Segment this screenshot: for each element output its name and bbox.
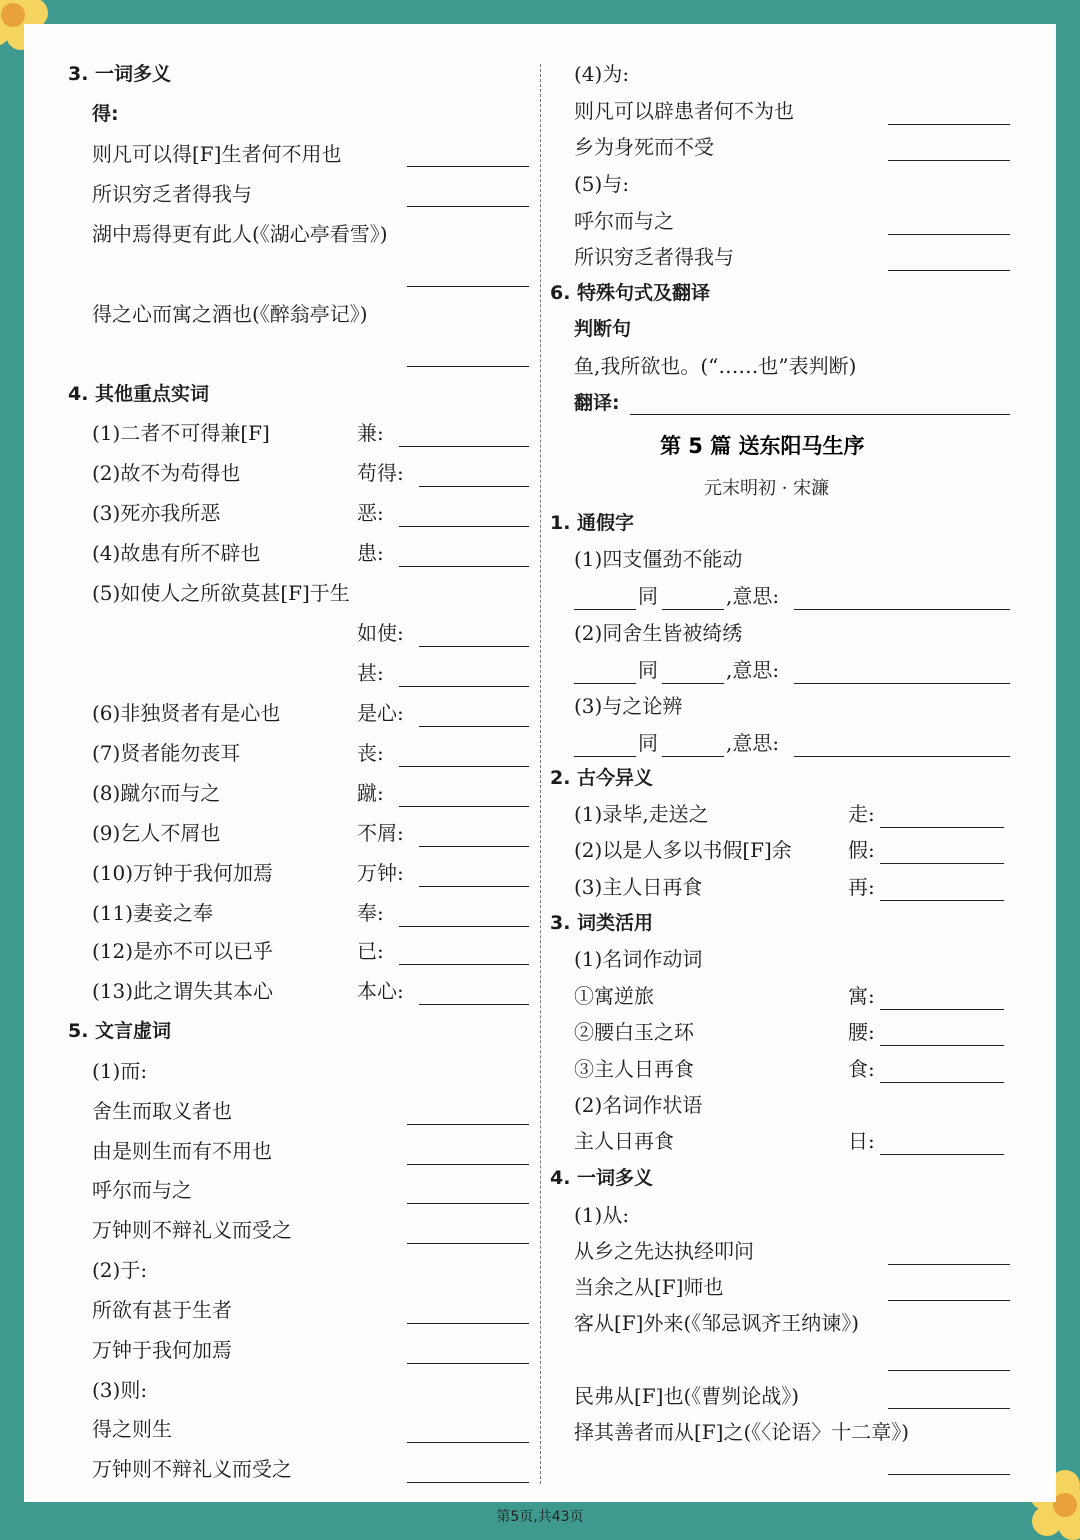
vocab-sentence: (9)乞人不屑也 [92, 821, 221, 845]
keyword-label: 万钟: [357, 861, 404, 885]
example-sentence: 舍生而取义者也 [92, 1099, 232, 1123]
sub-heading: (2)名词作状语 [574, 1093, 703, 1117]
vocab-sentence: (5)如使人之所欲莫甚[F]于生 [92, 581, 350, 605]
tong-label: 同 [638, 584, 658, 608]
word-label: 得: [92, 103, 119, 125]
answer-blank[interactable] [888, 270, 1010, 271]
answer-blank[interactable] [407, 366, 529, 367]
keyword-label: 恶: [357, 501, 384, 525]
example-sentence: 所识穷乏者得我与 [574, 245, 734, 269]
answer-blank[interactable] [399, 526, 529, 527]
answer-blank[interactable] [574, 609, 636, 610]
keyword-label: 腰: [848, 1020, 875, 1044]
section-heading: 3. 词类活用 [550, 912, 654, 934]
answer-blank[interactable] [574, 683, 636, 684]
example-sentence: 择其善者而从[F]之(《〈论语〉十二章》) [574, 1420, 910, 1444]
keyword-label: 再: [848, 875, 875, 899]
answer-blank[interactable] [407, 1243, 529, 1244]
example-sentence: 万钟于我何加焉 [92, 1338, 232, 1362]
translation-blank[interactable] [630, 414, 1010, 415]
vocab-sentence: (12)是亦不可以已乎 [92, 939, 274, 963]
vocab-sentence: (8)蹴尔而与之 [92, 781, 221, 805]
example-sentence: 客从[F]外来(《邹忌讽齐王纳谏》) [574, 1311, 860, 1335]
tongjia-sentence: (2)同舍生皆被绮绣 [574, 621, 743, 645]
section-heading: 3. 一词多义 [68, 63, 172, 85]
answer-blank[interactable] [662, 683, 724, 684]
tongjia-sentence: (3)与之论辨 [574, 694, 683, 718]
word-label: (4)为: [574, 62, 630, 86]
example-sentence: 所欲有甚于生者 [92, 1298, 232, 1322]
example-sentence: 则凡可以得[F]生者何不用也 [92, 142, 342, 166]
vocab-sentence: (1)二者不可得兼[F] [92, 421, 270, 445]
keyword-label: 兼: [357, 421, 384, 445]
vocab-sentence: (6)非独贤者有是心也 [92, 701, 281, 725]
word-label: (2)于: [92, 1258, 148, 1282]
example-sentence: 鱼,我所欲也。(“……也”表判断) [574, 354, 857, 378]
answer-blank[interactable] [794, 683, 1010, 684]
page-footer: 第5页,共43页 [496, 1509, 584, 1525]
answer-blank[interactable] [888, 1474, 1010, 1475]
section-heading: 1. 通假字 [550, 512, 635, 534]
keyword-label: 是心: [357, 701, 404, 725]
word-label: (3)则: [92, 1378, 148, 1402]
example-sentence: 所识穷乏者得我与 [92, 182, 252, 206]
answer-blank[interactable] [888, 1300, 1010, 1301]
example-sentence: 得之则生 [92, 1417, 172, 1441]
example-sentence: 万钟则不辩礼义而受之 [92, 1218, 292, 1242]
meaning-label: ,意思: [726, 731, 780, 755]
example-sentence: 万钟则不辩礼义而受之 [92, 1457, 292, 1481]
example-sentence: 当余之从[F]师也 [574, 1275, 724, 1299]
answer-blank[interactable] [407, 1323, 529, 1324]
example-sentence: (2)以是人多以书假[F]余 [574, 838, 792, 862]
keyword-label: 假: [848, 838, 875, 862]
keyword-label: 患: [357, 541, 384, 565]
answer-blank[interactable] [888, 1264, 1010, 1265]
answer-blank[interactable] [407, 166, 529, 167]
vocab-sentence: (3)死亦我所恶 [92, 501, 221, 525]
document-page [24, 24, 1056, 1525]
answer-blank[interactable] [399, 926, 529, 927]
answer-blank[interactable] [662, 756, 724, 757]
example-sentence: (1)录毕,走送之 [574, 802, 709, 826]
answer-blank[interactable] [574, 756, 636, 757]
answer-blank[interactable] [419, 846, 529, 847]
keyword-label: 已: [357, 939, 384, 963]
tong-label: 同 [638, 658, 658, 682]
example-sentence: ③主人日再食 [574, 1057, 694, 1081]
word-label: (1)而: [92, 1059, 148, 1083]
answer-blank[interactable] [407, 206, 529, 207]
example-sentence: 主人日再食 [574, 1129, 674, 1153]
translation-label: 翻译: [574, 392, 620, 414]
answer-blank[interactable] [880, 1045, 1004, 1046]
answer-blank[interactable] [407, 1482, 529, 1483]
answer-blank[interactable] [399, 806, 529, 807]
answer-blank[interactable] [888, 234, 1010, 235]
section-heading: 6. 特殊句式及翻译 [550, 282, 711, 304]
answer-blank[interactable] [419, 726, 529, 727]
keyword-label: 丧: [357, 741, 384, 765]
example-sentence: 由是则生而有不用也 [92, 1139, 272, 1163]
answer-blank[interactable] [399, 964, 529, 965]
section-heading: 4. 其他重点实词 [68, 383, 210, 405]
keyword-label: 奉: [357, 901, 384, 925]
example-sentence: 民弗从[F]也(《曹刿论战》) [574, 1384, 800, 1408]
keyword-label: 本心: [357, 979, 404, 1003]
article-title: 第 5 篇 送东阳马生序 [660, 434, 865, 458]
answer-blank[interactable] [888, 1408, 1010, 1409]
example-sentence: 乡为身死而不受 [574, 135, 714, 159]
tong-label: 同 [638, 731, 658, 755]
meaning-label: ,意思: [726, 658, 780, 682]
keyword-label: 日: [848, 1129, 875, 1153]
answer-blank[interactable] [888, 160, 1010, 161]
answer-blank[interactable] [419, 646, 529, 647]
example-sentence: 呼尔而与之 [92, 1178, 192, 1202]
sub-heading: (1)名词作动词 [574, 947, 703, 971]
answer-blank[interactable] [399, 686, 529, 687]
vocab-sentence: (2)故不为苟得也 [92, 461, 241, 485]
vocab-sentence: (11)妻妾之奉 [92, 901, 214, 925]
word-label: (1)从: [574, 1203, 630, 1227]
example-sentence: ②腰白玉之环 [574, 1020, 694, 1044]
section-heading: 4. 一词多义 [550, 1167, 654, 1189]
answer-blank[interactable] [407, 1363, 529, 1364]
example-sentence: 则凡可以辟患者何不为也 [574, 99, 794, 123]
article-author: 元末明初 · 宋濂 [704, 478, 830, 499]
keyword-label: 甚: [357, 661, 384, 685]
answer-blank[interactable] [407, 1124, 529, 1125]
answer-blank[interactable] [888, 124, 1010, 125]
keyword-label: 苟得: [357, 461, 404, 485]
tongjia-sentence: (1)四支僵劲不能动 [574, 547, 743, 571]
answer-blank[interactable] [419, 886, 529, 887]
keyword-label: 如使: [357, 621, 404, 645]
answer-blank[interactable] [407, 1203, 529, 1204]
keyword-label: 不屑: [357, 821, 404, 845]
answer-blank[interactable] [880, 900, 1004, 901]
answer-blank[interactable] [407, 286, 529, 287]
answer-blank[interactable] [880, 1009, 1004, 1010]
keyword-label: 食: [848, 1057, 875, 1081]
example-sentence: (3)主人日再食 [574, 875, 703, 899]
answer-blank[interactable] [419, 486, 529, 487]
vocab-sentence: (10)万钟于我何加焉 [92, 861, 274, 885]
section-heading: 2. 古今异义 [550, 767, 654, 789]
answer-blank[interactable] [880, 863, 1004, 864]
answer-blank[interactable] [888, 1370, 1010, 1371]
example-sentence: 呼尔而与之 [574, 209, 674, 233]
answer-blank[interactable] [662, 609, 724, 610]
answer-blank[interactable] [880, 1154, 1004, 1155]
column-divider [540, 64, 541, 1484]
example-sentence: 湖中焉得更有此人(《湖心亭看雪》) [92, 222, 388, 246]
sub-heading: 判断句 [574, 318, 632, 340]
answer-blank[interactable] [880, 1082, 1004, 1083]
answer-blank[interactable] [407, 1164, 529, 1165]
answer-blank[interactable] [399, 766, 529, 767]
answer-blank[interactable] [407, 1442, 529, 1443]
keyword-label: 蹴: [357, 781, 384, 805]
vocab-sentence: (4)故患有所不辟也 [92, 541, 261, 565]
example-sentence: 得之心而寓之酒也(《醉翁亭记》) [92, 302, 368, 326]
answer-blank[interactable] [399, 566, 529, 567]
section-heading: 5. 文言虚词 [68, 1020, 172, 1042]
example-sentence: ①寓逆旅 [574, 984, 654, 1008]
answer-blank[interactable] [794, 756, 1010, 757]
answer-blank[interactable] [399, 446, 529, 447]
vocab-sentence: (13)此之谓失其本心 [92, 979, 274, 1003]
answer-blank[interactable] [880, 827, 1004, 828]
keyword-label: 寓: [848, 984, 875, 1008]
answer-blank[interactable] [419, 1004, 529, 1005]
example-sentence: 从乡之先达执经叩问 [574, 1239, 754, 1263]
keyword-label: 走: [848, 802, 875, 826]
answer-blank[interactable] [794, 609, 1010, 610]
word-label: (5)与: [574, 172, 630, 196]
meaning-label: ,意思: [726, 584, 780, 608]
vocab-sentence: (7)贤者能勿丧耳 [92, 741, 241, 765]
